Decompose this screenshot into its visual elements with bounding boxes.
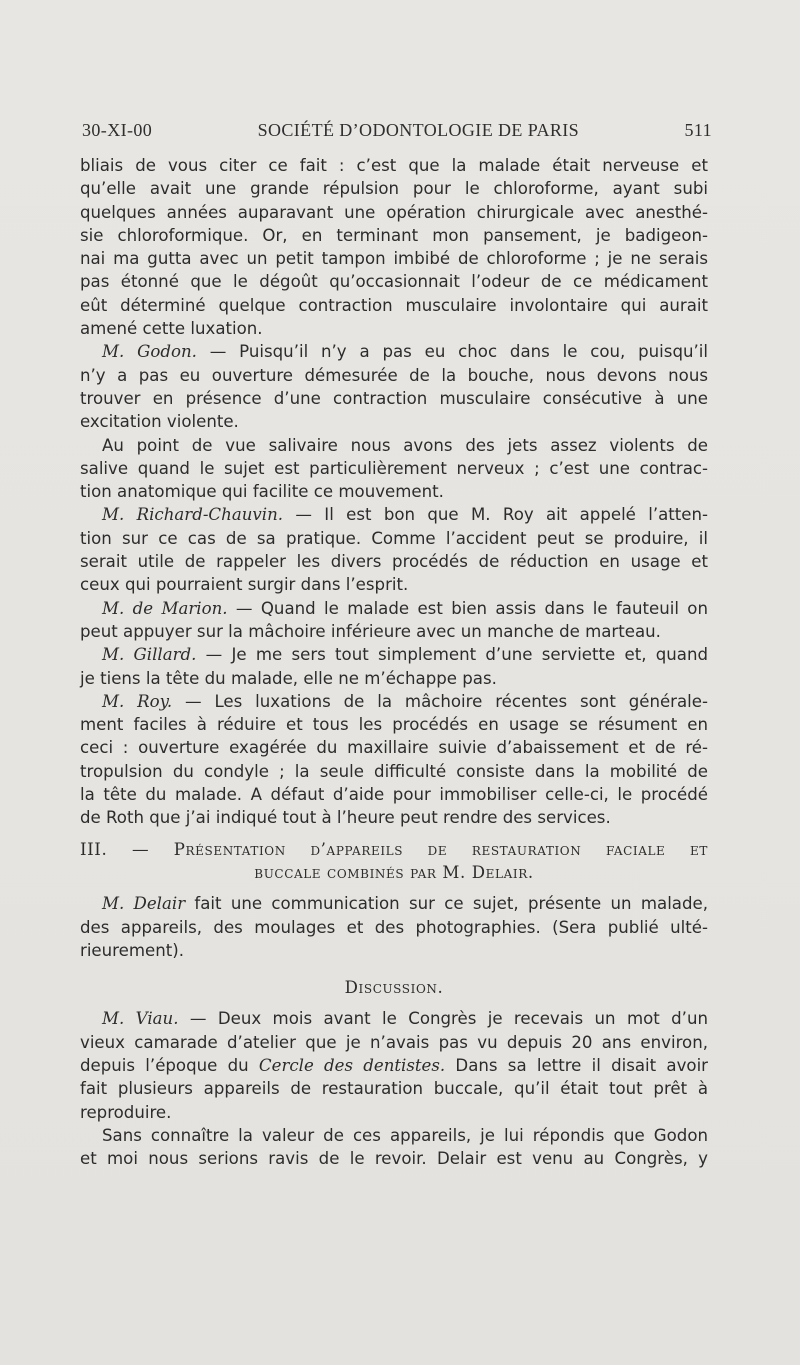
text-line: Sans connaître la valeur de ces appareils, je lui répondis que Godon bbox=[102, 1125, 708, 1145]
speech-text: — Puisqu’il n’y a pas eu choc dans le cou, puisqu’il bbox=[196, 342, 708, 362]
text-line bbox=[80, 1007, 708, 1030]
header-title: SOCIÉTÉ D’ODONTOLOGIE DE PARIS bbox=[257, 120, 580, 140]
spacer bbox=[80, 884, 708, 892]
text-line: tion anatomique qui facilite ce mouvement. bbox=[80, 482, 444, 502]
text-line: quelques années auparavant une opération chirurgicale avec anesthé- bbox=[80, 202, 708, 222]
text-line: vieux camarade d’atelier que je n’avais pas vu depuis 20 ans environ, bbox=[80, 1032, 708, 1052]
text-line: la tête du malade. A défaut d’aide pour immobiliser celle-ci, le procédé bbox=[80, 785, 708, 805]
text-fragment: Dans sa lettre il disait avoir bbox=[445, 1055, 709, 1075]
text-line: n’y a pas eu ouverture démesurée de la bouche, nous devons nous bbox=[80, 365, 708, 385]
publication-title: Cercle des dentistes. bbox=[258, 1055, 446, 1075]
text-line: bliais de vous citer ce fait : c’est que la malade était nerveuse et bbox=[80, 156, 708, 175]
text-line: amené cette luxation. bbox=[80, 319, 263, 339]
text-fragment: depuis l’époque du bbox=[80, 1055, 259, 1075]
text-line: eût déterminé quelque contraction musculaire involontaire qui aurait bbox=[80, 295, 708, 315]
text-line: qu’elle avait une grande répulsion pour le chloroforme, ayant subi bbox=[80, 179, 708, 199]
text-line: ceux qui pourraient surgir dans l’esprit. bbox=[80, 575, 409, 595]
section-heading bbox=[80, 838, 708, 885]
speech-text: — Je me sers tout simplement d’une serviette et, quand bbox=[196, 645, 708, 665]
paragraph-1 bbox=[80, 154, 708, 340]
speaker-name: M. Viau. bbox=[102, 1009, 179, 1029]
paragraph-de-marion bbox=[80, 597, 708, 644]
speaker-name: M. Gillard. bbox=[102, 645, 197, 665]
text-line: Au point de vue salivaire nous avons des jets assez violents de bbox=[102, 435, 708, 455]
text-line bbox=[80, 503, 708, 526]
spacer bbox=[80, 999, 708, 1007]
spacer bbox=[80, 830, 708, 838]
speech-text: — Les luxations de la mâchoire récentes sont générale- bbox=[172, 691, 708, 711]
paragraph-delair bbox=[80, 892, 708, 962]
text-line: nai ma gutta avec un petit tampon imbibé de chloroforme ; je ne serais bbox=[80, 249, 708, 269]
text-line: serait utile de rappeler les divers procédés de réduction en usage et bbox=[80, 552, 708, 572]
text-line bbox=[80, 690, 708, 713]
text-line: pas étonné que le dégoût qu’occasionnait l’odeur de ce médicament bbox=[80, 272, 708, 292]
speech-text: — Quand le malade est bien assis dans le fauteuil on bbox=[227, 598, 708, 618]
page-number: 511 bbox=[684, 120, 712, 140]
text-line: et moi nous serions ravis de le revoir. Delair est venu au Congrès, y bbox=[80, 1149, 708, 1169]
text-line: tropulsion du condyle ; la seule difficulté consiste dans la mobilité de bbox=[80, 761, 708, 781]
text-line: salive quand le sujet est particulièrement nerveux ; c’est une contrac- bbox=[80, 458, 708, 478]
body-text bbox=[80, 154, 708, 1170]
paragraph-godon bbox=[80, 340, 708, 433]
text-line: ment faciles à réduire et tous les procédés en usage se résument en bbox=[80, 715, 708, 735]
speaker-name: M. Roy. bbox=[102, 691, 173, 711]
speech-text: — Deux mois avant le Congrès je recevais un mot d’un bbox=[178, 1009, 708, 1029]
section-heading-line: buccale combinés par M. Delair. bbox=[254, 862, 534, 882]
text-line bbox=[80, 643, 708, 666]
text-line: peut appuyer sur la mâchoire inférieure avec un manche de marteau. bbox=[80, 621, 661, 641]
text-line: de Roth que j’ai indiqué tout à l’heure peut rendre des services. bbox=[80, 808, 611, 828]
text-line bbox=[80, 340, 708, 363]
text-line: ceci : ouverture exagérée du maxillaire suivie d’abaissement et de ré- bbox=[80, 738, 708, 758]
paragraph-roy bbox=[80, 690, 708, 830]
speaker-name: M. Delair bbox=[102, 894, 186, 914]
paragraph-salivaire bbox=[80, 434, 708, 504]
text-line: sie chloroformique. Or, en terminant mon pansement, je badigeon- bbox=[80, 225, 708, 245]
header-date: 30-XI-00 bbox=[82, 120, 153, 140]
speaker-name: M. de Marion. bbox=[102, 598, 228, 618]
section-heading-line: III. — Présentation d’appareils de restauration faciale et bbox=[80, 839, 708, 859]
text-line: tion sur ce cas de sa pratique. Comme l’accident peut se produire, il bbox=[80, 528, 708, 548]
speaker-name: M. Richard-Chauvin. bbox=[102, 505, 284, 525]
text-line bbox=[80, 597, 708, 620]
running-header bbox=[82, 120, 712, 141]
text-line: trouver en présence d’une contraction musculaire consécutive à une bbox=[80, 388, 708, 408]
text-line bbox=[80, 1054, 708, 1077]
spacer bbox=[80, 962, 708, 976]
text-line: fait plusieurs appareils de restauration buccale, qu’il était tout prêt à bbox=[80, 1079, 708, 1099]
text-line: rieurement). bbox=[80, 940, 184, 960]
speech-text: fait une communication sur ce sujet, présente un malade, bbox=[185, 894, 708, 914]
paragraph-richard-chauvin bbox=[80, 503, 708, 596]
paragraph-gillard bbox=[80, 643, 708, 690]
text-line: excitation violente. bbox=[80, 412, 239, 432]
speech-text: — Il est bon que M. Roy ait appelé l’atten- bbox=[283, 505, 709, 525]
text-line: des appareils, des moulages et des photographies. (Sera publié ulté- bbox=[80, 917, 708, 937]
speaker-name: M. Godon. bbox=[102, 342, 197, 362]
text-line bbox=[80, 892, 708, 915]
discussion-heading: Discussion. bbox=[344, 978, 444, 998]
text-line: je tiens la tête du malade, elle ne m’échappe pas. bbox=[80, 668, 497, 688]
paragraph-final bbox=[80, 1124, 708, 1171]
text-line: reproduire. bbox=[80, 1102, 172, 1122]
paragraph-viau bbox=[80, 1007, 708, 1123]
